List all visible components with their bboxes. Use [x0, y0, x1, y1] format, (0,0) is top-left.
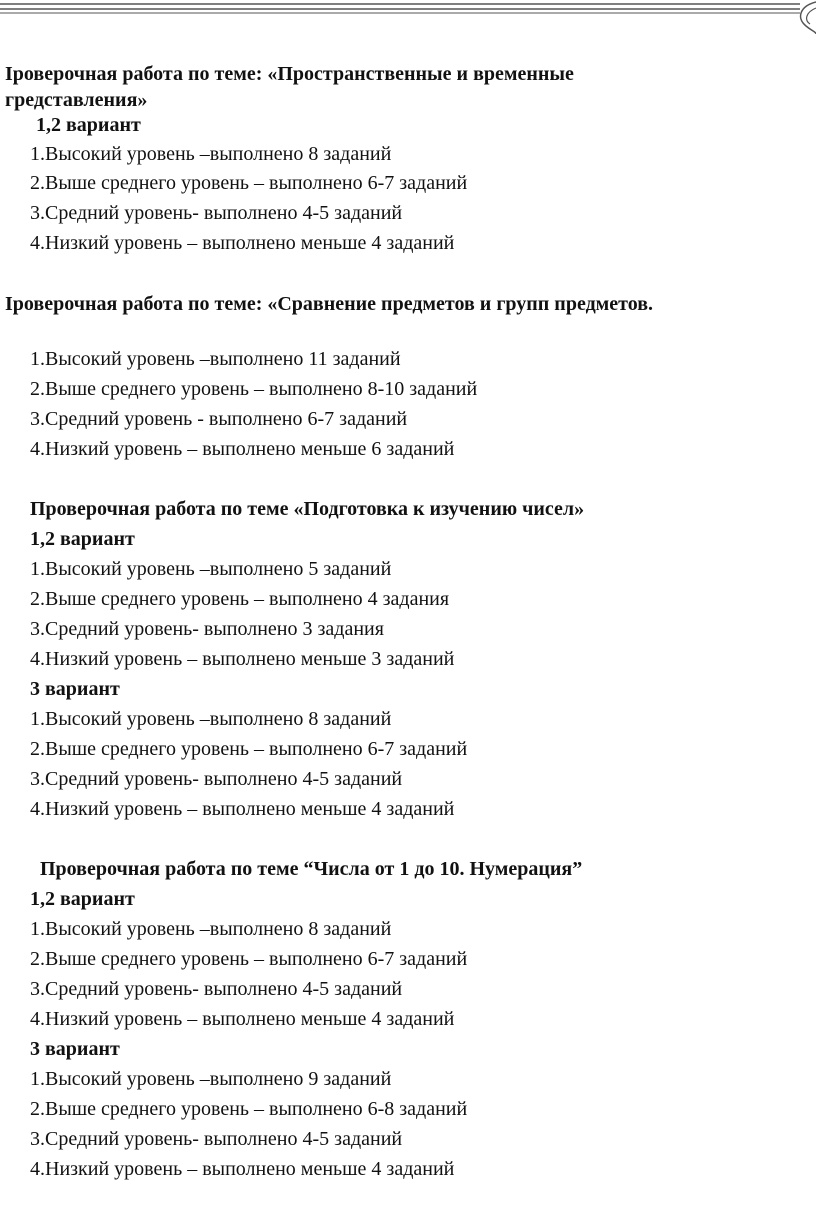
section-3-variant-a: 1,2 вариант [30, 528, 135, 550]
section-1-title-line1: Iроверочная работа по теме: «Пространственные и временные [5, 63, 574, 85]
list-item: 3.Средний уровень- выполнено 4-5 заданий [30, 978, 403, 1000]
section-4-variant-b: 3 вариант [30, 1038, 120, 1060]
list-item: 4.Низкий уровень – выполнено меньше 4 заданий [30, 232, 455, 254]
list-item: 2.Выше среднего уровень – выполнено 6-7 заданий [30, 948, 468, 970]
list-item: 4.Низкий уровень – выполнено меньше 4 заданий [30, 1158, 455, 1180]
section-4-variant-a: 1,2 вариант [30, 888, 135, 910]
list-item: 2.Выше среднего уровень – выполнено 6-7 заданий [30, 172, 468, 194]
section-1-title-line2: гредставления» [5, 89, 148, 111]
list-item: 1.Высокий уровень –выполнено 8 заданий [30, 143, 392, 165]
list-item: 4.Низкий уровень – выполнено меньше 6 заданий [30, 438, 455, 460]
list-item: 3.Средний уровень- выполнено 4-5 заданий [30, 768, 403, 790]
list-item: 1.Высокий уровень –выполнено 5 заданий [30, 558, 392, 580]
list-item: 4.Низкий уровень – выполнено меньше 3 заданий [30, 648, 455, 670]
list-item: 2.Выше среднего уровень – выполнено 6-7 заданий [30, 738, 468, 760]
list-item: 2.Выше среднего уровень – выполнено 6-8 заданий [30, 1098, 468, 1120]
list-item: 3.Средний уровень- выполнено 3 задания [30, 618, 384, 640]
section-1-variant: 1,2 вариант [36, 114, 141, 136]
section-3-variant-b: 3 вариант [30, 678, 120, 700]
list-item: 4.Низкий уровень – выполнено меньше 4 заданий [30, 798, 455, 820]
section-2-title: Iроверочная работа по теме: «Сравнение предметов и групп предметов. [5, 293, 654, 315]
list-item: 2.Выше среднего уровень – выполнено 4 задания [30, 588, 450, 610]
list-item: 1.Высокий уровень –выполнено 9 заданий [30, 1068, 392, 1090]
list-item: 3.Средний уровень - выполнено 6-7 заданий [30, 408, 408, 430]
list-item: 1.Высокий уровень –выполнено 8 заданий [30, 918, 392, 940]
list-item: 3.Средний уровень- выполнено 4-5 заданий [30, 1128, 403, 1150]
list-item: 2.Выше среднего уровень – выполнено 8-10 заданий [30, 378, 478, 400]
list-item: 1.Высокий уровень –выполнено 11 заданий [30, 348, 401, 370]
list-item: 1.Высокий уровень –выполнено 8 заданий [30, 708, 392, 730]
list-item: 3.Средний уровень- выполнено 4-5 заданий [30, 202, 403, 224]
list-item: 4.Низкий уровень – выполнено меньше 4 заданий [30, 1008, 455, 1030]
section-4-title: Проверочная работа по теме “Числа от 1 до 10. Нумерация” [40, 858, 583, 880]
section-3-title: Проверочная работа по теме «Подготовка к изучению чисел» [30, 498, 585, 520]
